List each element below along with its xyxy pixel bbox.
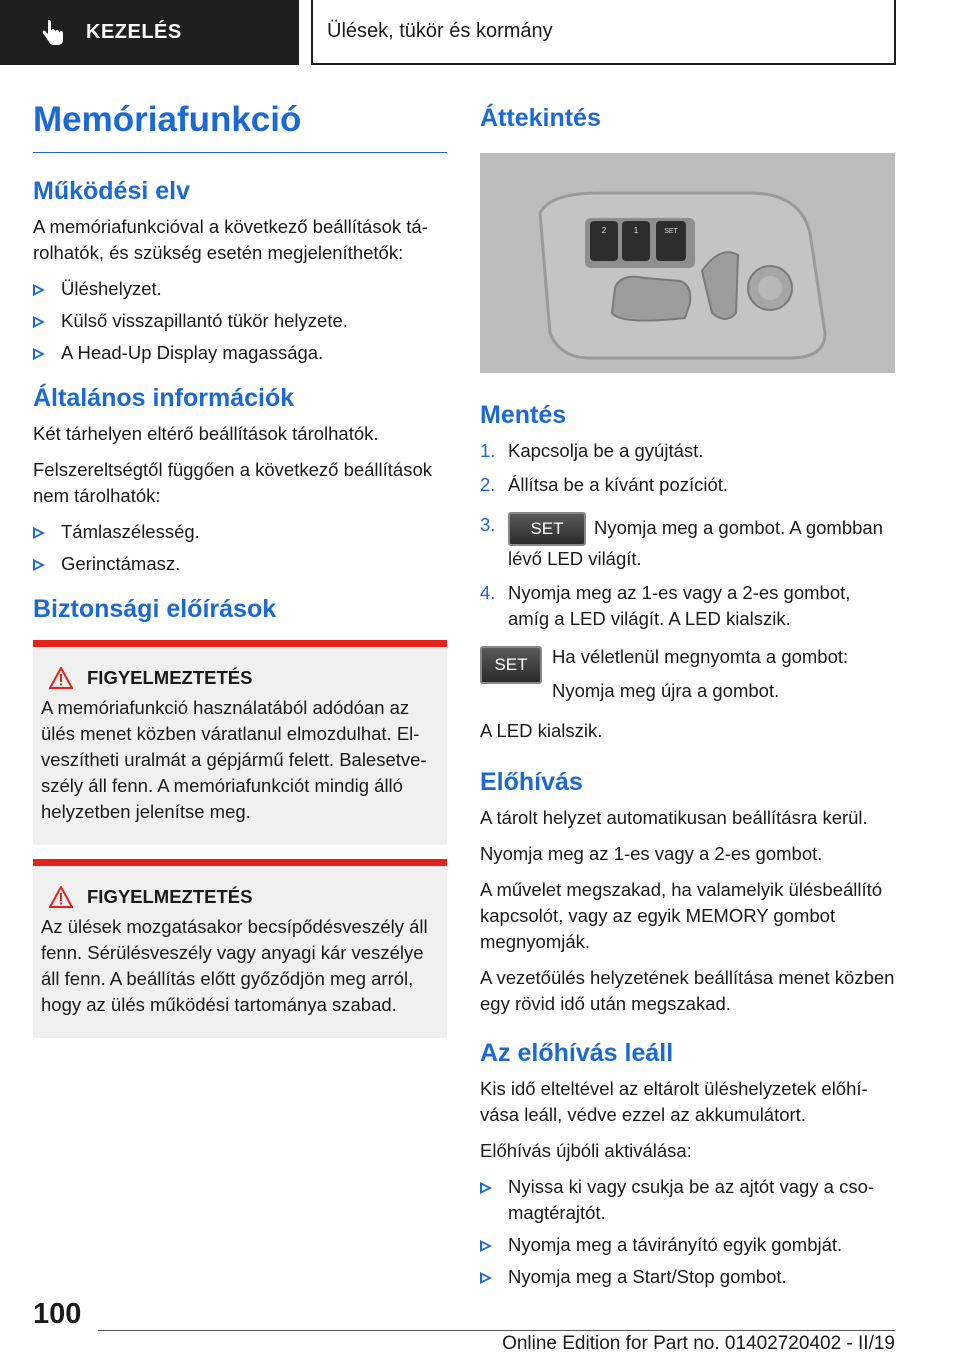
section-tab xyxy=(0,0,299,65)
list-item: 2. Állítsa be a kívánt pozíciót. xyxy=(480,474,729,495)
svg-text:SET: SET xyxy=(664,228,678,235)
set-button xyxy=(656,221,686,261)
page-title: Memóriafunkció xyxy=(33,100,447,153)
right-column xyxy=(480,100,895,1304)
triangle-bullet-icon xyxy=(480,1272,492,1284)
list-item: Nyomja meg a Start/Stop gombot. xyxy=(480,1264,895,1290)
list-item: 3. SET Nyomja meg a gombot. A gombban lévő LED világít. xyxy=(480,514,883,569)
list-item: Külső visszapillantó tükör helyzete. xyxy=(33,308,447,334)
warning-header: FIGYELMEZTETÉS xyxy=(49,886,439,908)
warning-box xyxy=(33,859,447,1038)
list-item: Nyissa ki vagy csukja be az ajtót vagy a csomagtérajtót. xyxy=(480,1174,895,1226)
list-item: 4. Nyomja meg az 1-es vagy a 2-es gombot, amíg a LED világít. A LED kialszik. xyxy=(480,582,851,629)
principle-list xyxy=(33,276,447,366)
note-text-2: Nyomja meg újra a gombot. xyxy=(552,680,780,701)
triangle-bullet-icon xyxy=(33,316,45,328)
set-button-icon: SET xyxy=(508,512,586,546)
recall-heading: Előhívás xyxy=(480,768,583,796)
seat-controls-illustration xyxy=(480,153,895,373)
seat-controls-photo xyxy=(480,153,895,373)
warning-text: Az ülések mozgatásakor becsípődésveszély áll fenn. Sérülésveszély vagy anyagi kár veszélye áll fenn. A beállítás előtt győződjön meg arról, hogy az ülés működési tartománya szabad. xyxy=(41,916,428,1015)
list-item: A Head-Up Display magassága. xyxy=(33,340,447,366)
warning-text: A memóriafunkció használatából adódóan az ülés menet közben váratlanul elmozdulhat. Elveszítheti uralmát a gépjármű felett. Balesetveszély áll fenn. A memóriafunkciót mindig álló helyzetben jelenítse meg. xyxy=(41,697,427,822)
recall-text-4: A vezetőülés helyzetének beállítása menet közben egy rövid idő után megszakad. xyxy=(480,967,895,1014)
stop-list xyxy=(480,1174,895,1290)
general-text-1: Két tárhelyen eltérő beállítások tárolhatók. xyxy=(33,423,379,444)
stop-text-2: Előhívás újbóli aktiválása: xyxy=(480,1140,692,1161)
warning-header: FIGYELMEZTETÉS xyxy=(49,667,439,689)
edition-text: Online Edition for Part no. 01402720402 - II/19 xyxy=(502,1333,895,1354)
overview-heading: Áttekintés xyxy=(480,104,601,132)
save-heading: Mentés xyxy=(480,401,567,429)
recall-text-2: Nyomja meg az 1-es vagy a 2-es gombot. xyxy=(480,843,823,864)
warning-box xyxy=(33,640,447,845)
stop-heading: Az előhívás leáll xyxy=(480,1039,674,1067)
triangle-bullet-icon xyxy=(33,284,45,296)
save-steps xyxy=(480,438,895,632)
list-item: 1. Kapcsolja be a gyújtást. xyxy=(480,440,704,461)
principle-heading: Működési elv xyxy=(33,177,190,205)
svg-text:1: 1 xyxy=(633,226,639,235)
warning-triangle-icon xyxy=(49,667,73,689)
note-text-3: A LED kialszik. xyxy=(480,720,603,741)
left-column xyxy=(33,100,447,1052)
triangle-bullet-icon xyxy=(480,1240,492,1252)
general-list xyxy=(33,519,447,577)
section-label: KEZELÉS xyxy=(86,21,182,43)
safety-heading: Biztonsági előírások xyxy=(33,595,277,623)
chapter-title: Ülések, tükör és kormány xyxy=(311,0,896,65)
recall-text-1: A tárolt helyzet automatikusan beállításra kerül. xyxy=(480,807,868,828)
note-text-1: Ha véletlenül megnyomta a gombot: xyxy=(552,646,849,667)
triangle-bullet-icon xyxy=(33,527,45,539)
list-item: Támlaszélesség. xyxy=(33,519,447,545)
hand-pointer-icon xyxy=(40,20,66,46)
svg-text:2: 2 xyxy=(601,226,607,235)
list-item: Üléshelyzet. xyxy=(33,276,447,302)
warning-triangle-icon xyxy=(49,886,73,908)
recall-text-3: A művelet megszakad, ha valamelyik ülésbeállító kapcsolót, vagy az egyik MEMORY gombot megnyomják. xyxy=(480,879,883,952)
list-item: Nyomja meg a távirányító egyik gombját. xyxy=(480,1232,895,1258)
general-heading: Általános információk xyxy=(33,384,295,412)
triangle-bullet-icon xyxy=(33,348,45,360)
save-note xyxy=(480,644,895,712)
set-button-icon: SET xyxy=(480,646,542,684)
principle-text: A memóriafunkcióval a következő beállítások tárolhatók, és szükség esetén megjeleníthetők: xyxy=(33,216,428,263)
list-item: Gerinctámasz. xyxy=(33,551,447,577)
triangle-bullet-icon xyxy=(480,1182,492,1194)
general-text-2: Felszereltségtől függően a következő beállítások nem tárolhatók: xyxy=(33,459,433,506)
triangle-bullet-icon xyxy=(33,559,45,571)
footer-divider xyxy=(98,1330,895,1331)
stop-text-1: Kis idő elteltével az eltárolt üléshelyzetek előhívása leáll, védve ezzel az akkumulátort. xyxy=(480,1078,868,1125)
page-number: 100 xyxy=(33,1298,82,1330)
